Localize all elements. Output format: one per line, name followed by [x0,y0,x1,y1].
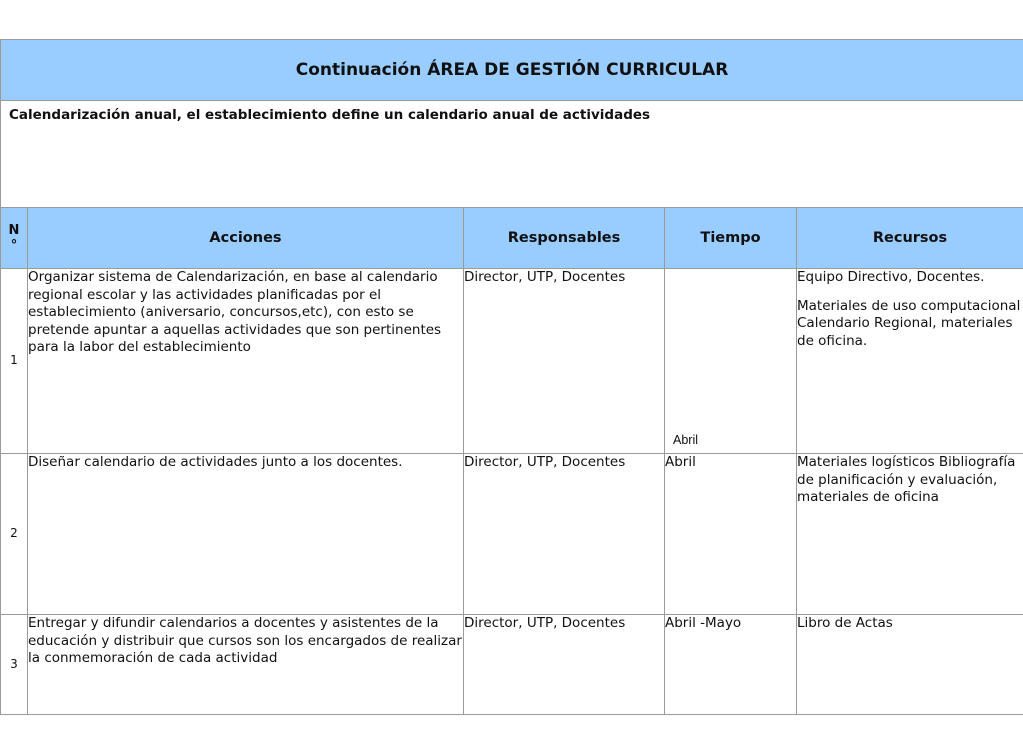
row-tiempo: Abril [665,454,797,615]
header-row [1,208,1023,269]
table-row [1,615,1023,715]
row-recursos-line: Materiales de uso computacional Calendario Regional, materiales de oficina. [797,297,1021,349]
row-number: 2 [1,454,28,615]
section-description-cell [1,101,1023,208]
row-recursos: Materiales logísticos Bibliografía de planificación y evaluación, materiales de oficina [797,454,1023,615]
header-recursos: Recursos [797,208,1023,269]
row-responsables: Director, UTP, Docentes [464,269,665,454]
row-tiempo: Abril -Mayo [665,615,797,715]
row-number: 1 [1,269,28,454]
table-title: Continuación ÁREA DE GESTIÓN CURRICULAR [1,40,1023,101]
row-accion: Diseñar calendario de actividades junto a los docentes. [28,454,464,615]
table-row [1,269,1023,454]
row-recursos-line: Equipo Directivo, Docentes. [797,269,985,285]
row-recursos: Libro de Actas [797,615,1023,715]
row-responsables: Director, UTP, Docentes [464,615,665,715]
row-recursos [797,269,1023,454]
table-row [1,454,1023,615]
header-tiempo: Tiempo [665,208,797,269]
header-acciones: Acciones [28,208,464,269]
header-responsables: Responsables [464,208,665,269]
curriculum-table [0,39,1023,715]
row-accion: Organizar sistema de Calendarización, en base al calendario regional escolar y las actividades planificadas por el establecimiento (aniversario, concursos,etc), con esto se pretende apuntar a aquellas actividades que son pertinentes para la labor del establecimiento [28,269,464,454]
row-accion: Entregar y difundir calendarios a docentes y asistentes de la educación y distribuir que cursos son los encargados de realizar la conmemoración de cada actividad [28,615,464,715]
header-num: N ° [1,208,28,269]
row-number: 3 [1,615,28,715]
row-tiempo-cell [665,269,797,454]
section-description: Calendarización anual, el establecimiento define un calendario anual de actividades [9,107,651,123]
row-tiempo: Abril [673,432,699,447]
row-responsables: Director, UTP, Docentes [464,454,665,615]
